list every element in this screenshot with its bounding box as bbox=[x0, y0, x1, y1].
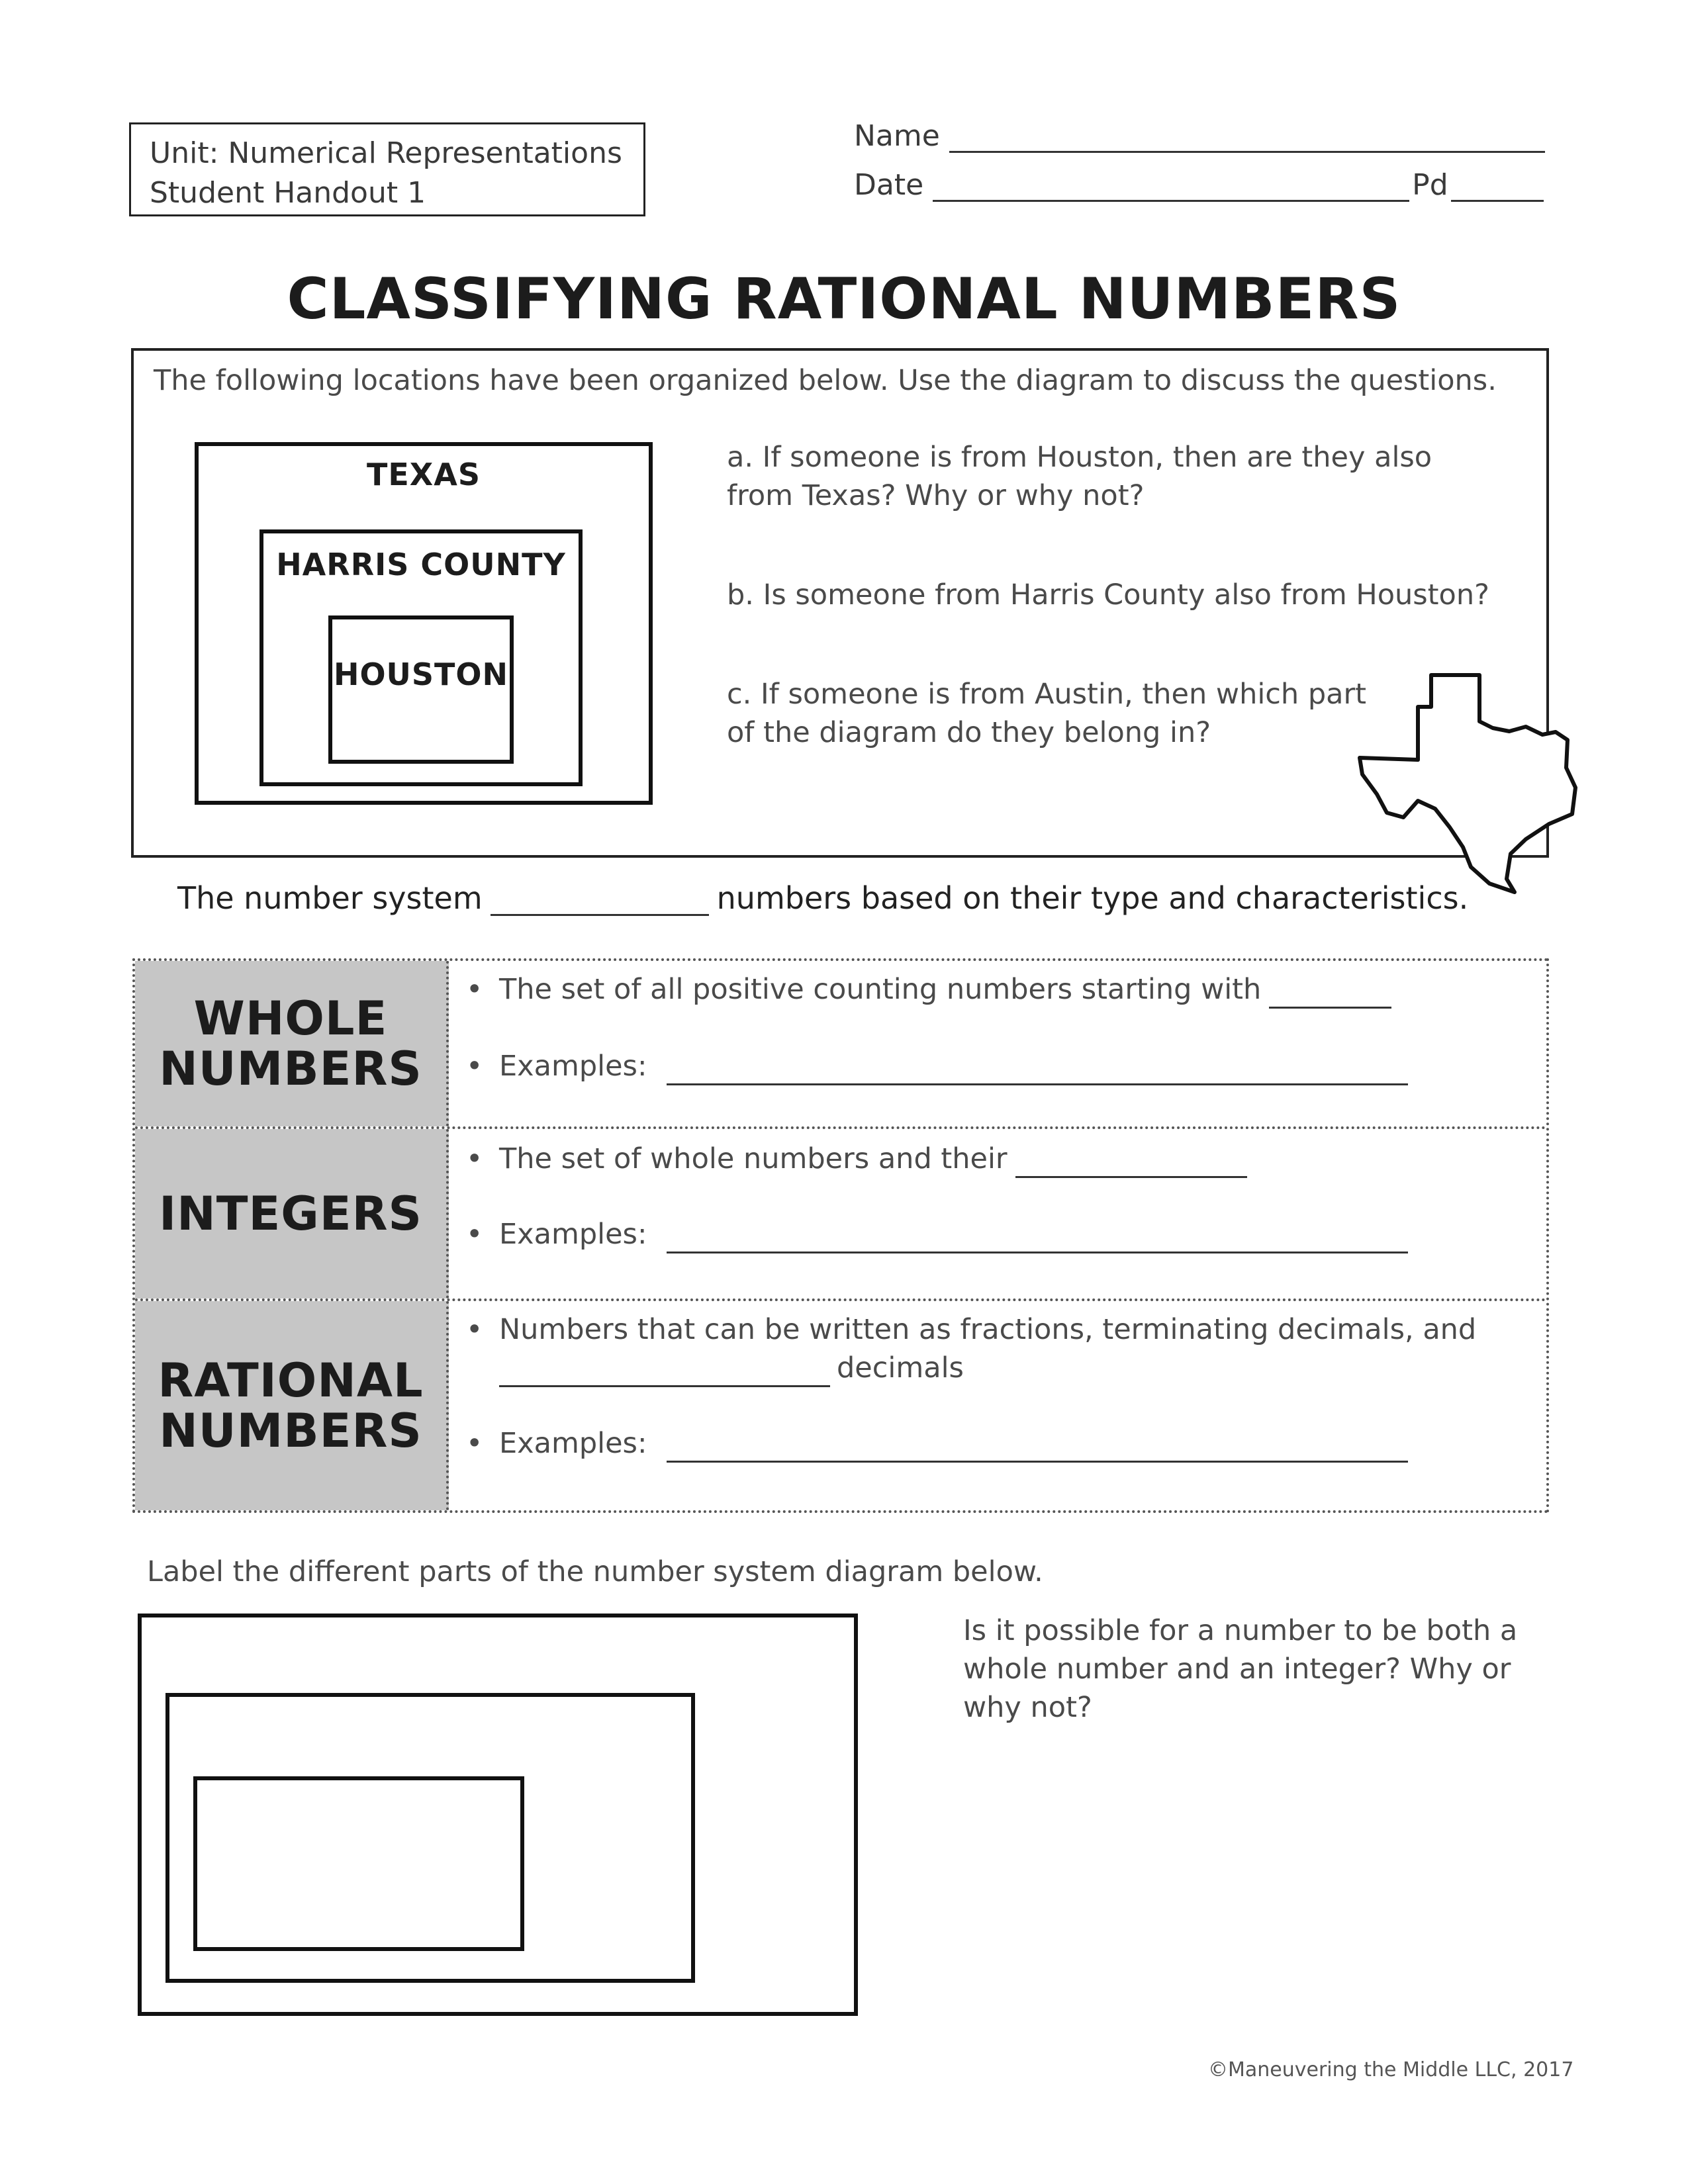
final-question-line2: whole number and an integer? Why or bbox=[963, 1653, 1511, 1686]
unit-box bbox=[129, 122, 645, 216]
houston-label: HOUSTON bbox=[333, 657, 509, 692]
row-heading-line2: NUMBERS bbox=[159, 1042, 422, 1096]
name-label: Name bbox=[854, 119, 940, 153]
harris-county-label: HARRIS COUNTY bbox=[276, 547, 566, 582]
bullet-examples: • Examples: bbox=[466, 1424, 1408, 1463]
period-blank[interactable] bbox=[1451, 173, 1544, 202]
bullet-examples: • Examples: bbox=[466, 1047, 1408, 1085]
table-row-rational-numbers bbox=[135, 1301, 1546, 1510]
definition-blank[interactable] bbox=[1269, 983, 1391, 1009]
final-question-line3: why not? bbox=[963, 1691, 1092, 1724]
definition-blank[interactable] bbox=[1015, 1152, 1247, 1178]
row-heading bbox=[135, 1301, 449, 1510]
date-label: Date bbox=[854, 168, 924, 202]
row-heading bbox=[135, 1129, 449, 1298]
number-system-table bbox=[132, 958, 1549, 1513]
copyright: ©Maneuvering the Middle LLC, 2017 bbox=[1208, 2058, 1574, 2081]
page-title: CLASSIFYING RATIONAL NUMBERS bbox=[287, 266, 1401, 332]
bullet-definition: • Numbers that can be written as fractions, terminating decimals, and bbox=[466, 1313, 1477, 1346]
question-a-line1: a. If someone is from Houston, then are they also bbox=[727, 441, 1432, 474]
bullet-definition: • The set of whole numbers and their bbox=[466, 1140, 1247, 1178]
intro-instruction: The following locations have been organized below. Use the diagram to discuss the questions. bbox=[154, 364, 1497, 397]
harris-county-box bbox=[259, 529, 583, 786]
sentence-after: numbers based on their type and characteristics. bbox=[716, 880, 1469, 916]
texas-map-icon bbox=[1357, 668, 1582, 897]
name-field-row bbox=[854, 119, 1545, 153]
question-a bbox=[727, 438, 1432, 515]
examples-blank[interactable] bbox=[667, 1060, 1408, 1085]
row-heading-line1: WHOLE bbox=[193, 991, 388, 1046]
question-c bbox=[727, 675, 1366, 752]
table-row-integers bbox=[135, 1129, 1546, 1301]
final-question-line1: Is it possible for a number to be both a bbox=[963, 1614, 1518, 1647]
handout-line: Student Handout 1 bbox=[150, 176, 426, 210]
bullet-definition-continued: decimals bbox=[499, 1349, 964, 1387]
period-label: Pd bbox=[1412, 168, 1448, 202]
name-blank[interactable] bbox=[949, 124, 1545, 153]
number-system-sentence bbox=[177, 880, 1468, 916]
bullet-definition: • The set of all positive counting numbers starting with bbox=[466, 970, 1391, 1009]
question-a-line2: from Texas? Why or why not? bbox=[727, 479, 1145, 512]
label-instruction: Label the different parts of the number system diagram below. bbox=[147, 1555, 1043, 1588]
definition-blank[interactable] bbox=[499, 1361, 830, 1387]
question-c-line1: c. If someone is from Austin, then which part bbox=[727, 678, 1367, 711]
texas-box bbox=[195, 442, 653, 805]
houston-box bbox=[328, 615, 514, 764]
examples-blank[interactable] bbox=[667, 1228, 1408, 1253]
question-b: b. Is someone from Harris County also from Houston? bbox=[727, 578, 1489, 612]
number-system-diagram-middle[interactable] bbox=[165, 1693, 695, 1983]
intro-box bbox=[131, 348, 1549, 858]
row-heading-line2: NUMBERS bbox=[159, 1404, 422, 1458]
texas-label: TEXAS bbox=[367, 457, 481, 492]
row-heading bbox=[135, 961, 449, 1126]
date-blank[interactable] bbox=[933, 173, 1409, 202]
bullet-examples: • Examples: bbox=[466, 1215, 1408, 1253]
date-field-row bbox=[854, 168, 1544, 202]
row-heading-line1: INTEGERS bbox=[159, 1187, 422, 1241]
question-c-line2: of the diagram do they belong in? bbox=[727, 716, 1211, 749]
sentence-before: The number system bbox=[177, 880, 483, 916]
examples-blank[interactable] bbox=[667, 1437, 1408, 1463]
sentence-blank[interactable] bbox=[491, 890, 709, 916]
unit-line: Unit: Numerical Representations bbox=[150, 136, 622, 170]
number-system-diagram-outer[interactable] bbox=[138, 1614, 858, 2016]
row-heading-line1: RATIONAL bbox=[158, 1353, 424, 1408]
table-row-whole-numbers bbox=[135, 961, 1546, 1129]
final-question bbox=[963, 1612, 1546, 1727]
number-system-diagram-inner[interactable] bbox=[193, 1776, 524, 1951]
